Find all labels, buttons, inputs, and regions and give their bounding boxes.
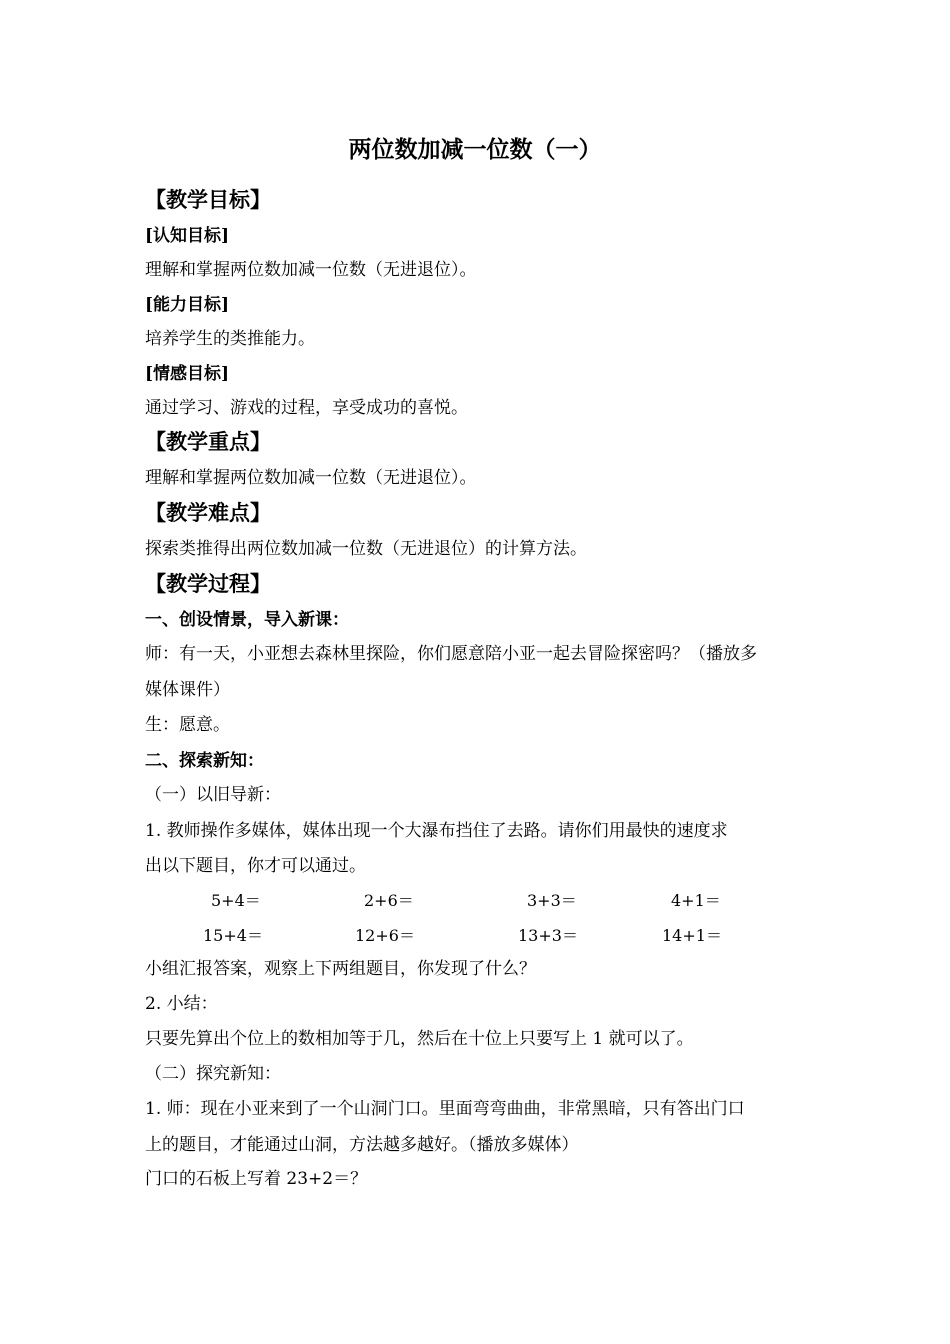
item1-line-2: 出以下题目，你才可以通过。: [145, 856, 366, 876]
page-title: 两位数加减一位数（一）: [348, 136, 602, 163]
ability-heading: [能力目标]: [145, 295, 230, 315]
emotion-text: 通过学习、游戏的过程，享受成功的喜悦。: [145, 398, 468, 418]
equation-item: 4+1＝: [671, 891, 721, 910]
teacher-line-2: 媒体课件）: [145, 680, 230, 700]
key-text: 理解和掌握两位数加减一位数（无进退位）。: [145, 468, 477, 488]
item1-line-1: 1. 教师操作多媒体，媒体出现一个大瀑布挡住了去路。请你们用最快的速度求: [145, 821, 728, 841]
item3-line-1: 1. 师：现在小亚来到了一个山洞门口。里面弯弯曲曲，非常黑暗，只有答出门口: [145, 1099, 745, 1119]
student-line: 生：愿意。: [145, 715, 230, 735]
equation-item: 14+1＝: [662, 926, 722, 945]
door-text: 门口的石板上写着 23+2＝？: [145, 1169, 368, 1189]
cognitive-text: 理解和掌握两位数加减一位数（无进退位）。: [145, 260, 477, 280]
cognitive-heading: [认知目标]: [145, 226, 230, 246]
equation-item: 12+6＝: [355, 926, 415, 945]
difficulty-text: 探索类推得出两位数加减一位数（无进退位）的计算方法。: [145, 539, 587, 559]
equation-item: 5+4＝: [211, 891, 261, 910]
part2-heading: 二、探索新知：: [145, 751, 264, 771]
equation-item: 2+6＝: [364, 891, 414, 910]
process-heading: 【教学过程】: [145, 571, 271, 596]
sub1-heading: （一）以旧导新：: [145, 785, 281, 805]
objectives-heading: 【教学目标】: [145, 187, 271, 212]
summary-text: 只要先算出个位上的数相加等于几，然后在十位上只要写上 1 就可以了。: [145, 1029, 694, 1049]
ability-text: 培养学生的类推能力。: [145, 329, 315, 349]
item2-text: 2. 小结：: [145, 994, 218, 1014]
emotion-heading: [情感目标]: [145, 364, 230, 384]
sub2-heading: （二）探究新知：: [145, 1064, 281, 1084]
part1-heading: 一、创设情景，导入新课：: [145, 610, 349, 630]
equation-item: 13+3＝: [518, 926, 578, 945]
equation-item: 3+3＝: [527, 891, 577, 910]
item3-line-2: 上的题目，才能通过山洞，方法越多越好。（播放多媒体）: [145, 1135, 579, 1155]
group-report-text: 小组汇报答案，观察上下两组题目，你发现了什么？: [145, 959, 536, 979]
key-heading: 【教学重点】: [145, 429, 271, 454]
difficulty-heading: 【教学难点】: [145, 500, 271, 525]
teacher-line-1: 师：有一天，小亚想去森林里探险，你们愿意陪小亚一起去冒险探密吗？（播放多: [145, 644, 757, 664]
equation-item: 15+4＝: [203, 926, 263, 945]
